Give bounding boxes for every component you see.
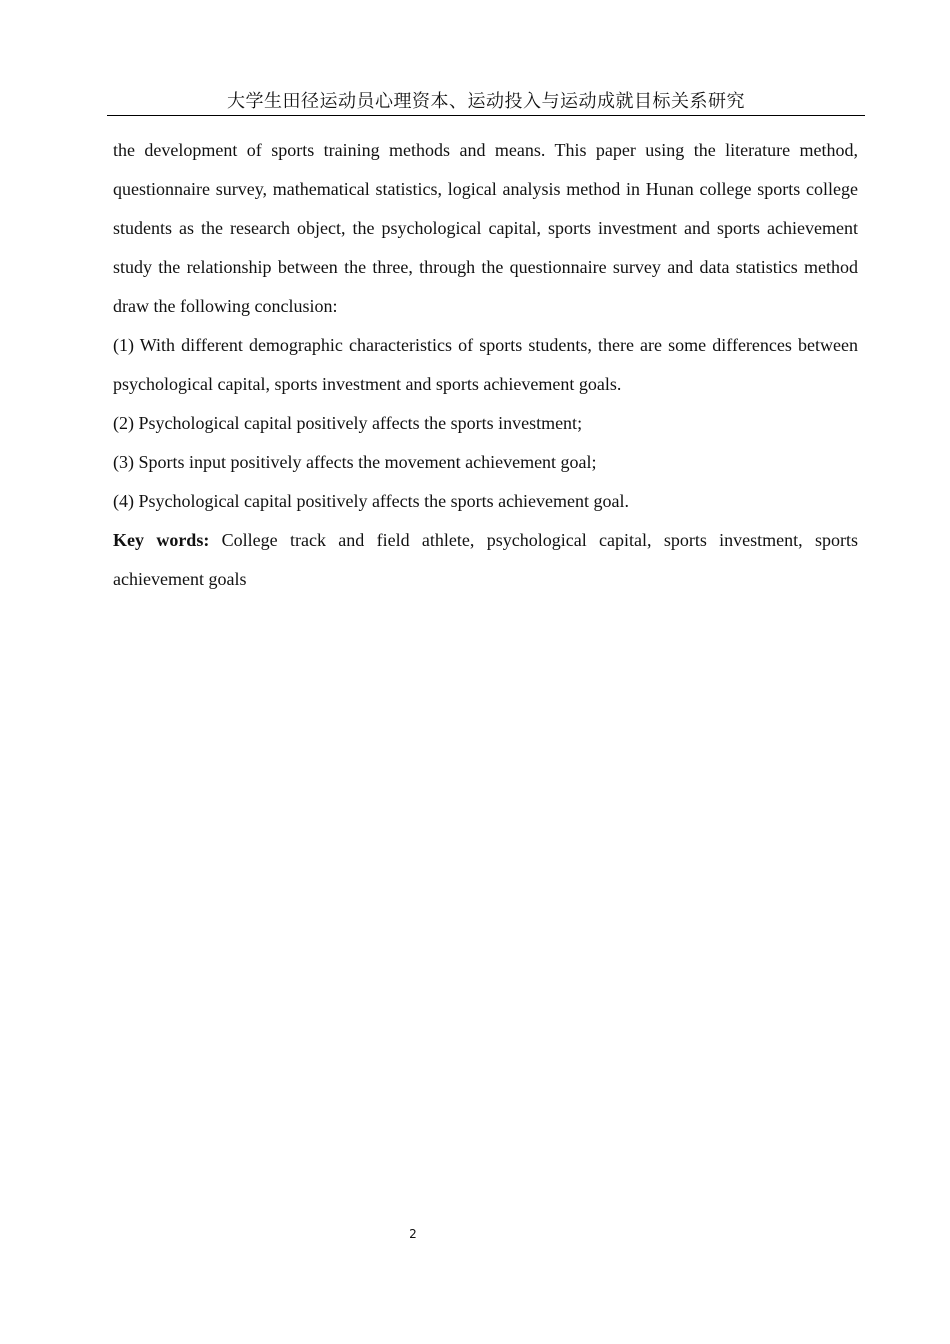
keywords-label: Key words: [113, 530, 210, 550]
conclusion-item-3: (3) Sports input positively affects the movement achievement goal; [113, 452, 597, 472]
header-divider [107, 115, 865, 116]
page-number: 2 [409, 1227, 417, 1241]
keywords-text: College track and field athlete, psychological capital, sports investment, sports achievement goals [113, 530, 858, 589]
keywords-line [113, 521, 858, 599]
conclusion-item-2: (2) Psychological capital positively affects the sports investment; [113, 413, 583, 433]
abstract-paragraph: the development of sports training methods and means. This paper using the literature method, questionnaire survey, mathematical statistics, logical analysis method in Hunan college sports college students as the research object, the psychological capital, sports investment and sports achievement study the relationship between the three, through the questionnaire survey and data statistics method draw the following conclusion: [113, 140, 858, 316]
abstract-body [113, 131, 858, 599]
conclusion-item-1: (1) With different demographic characteristics of sports students, there are some differences between psychological capital, sports investment and sports achievement goals. [113, 335, 858, 394]
conclusion-item-4: (4) Psychological capital positively affects the sports achievement goal. [113, 491, 630, 511]
running-header-title: 大学生田径运动员心理资本、运动投入与运动成就目标关系研究 [227, 91, 745, 112]
